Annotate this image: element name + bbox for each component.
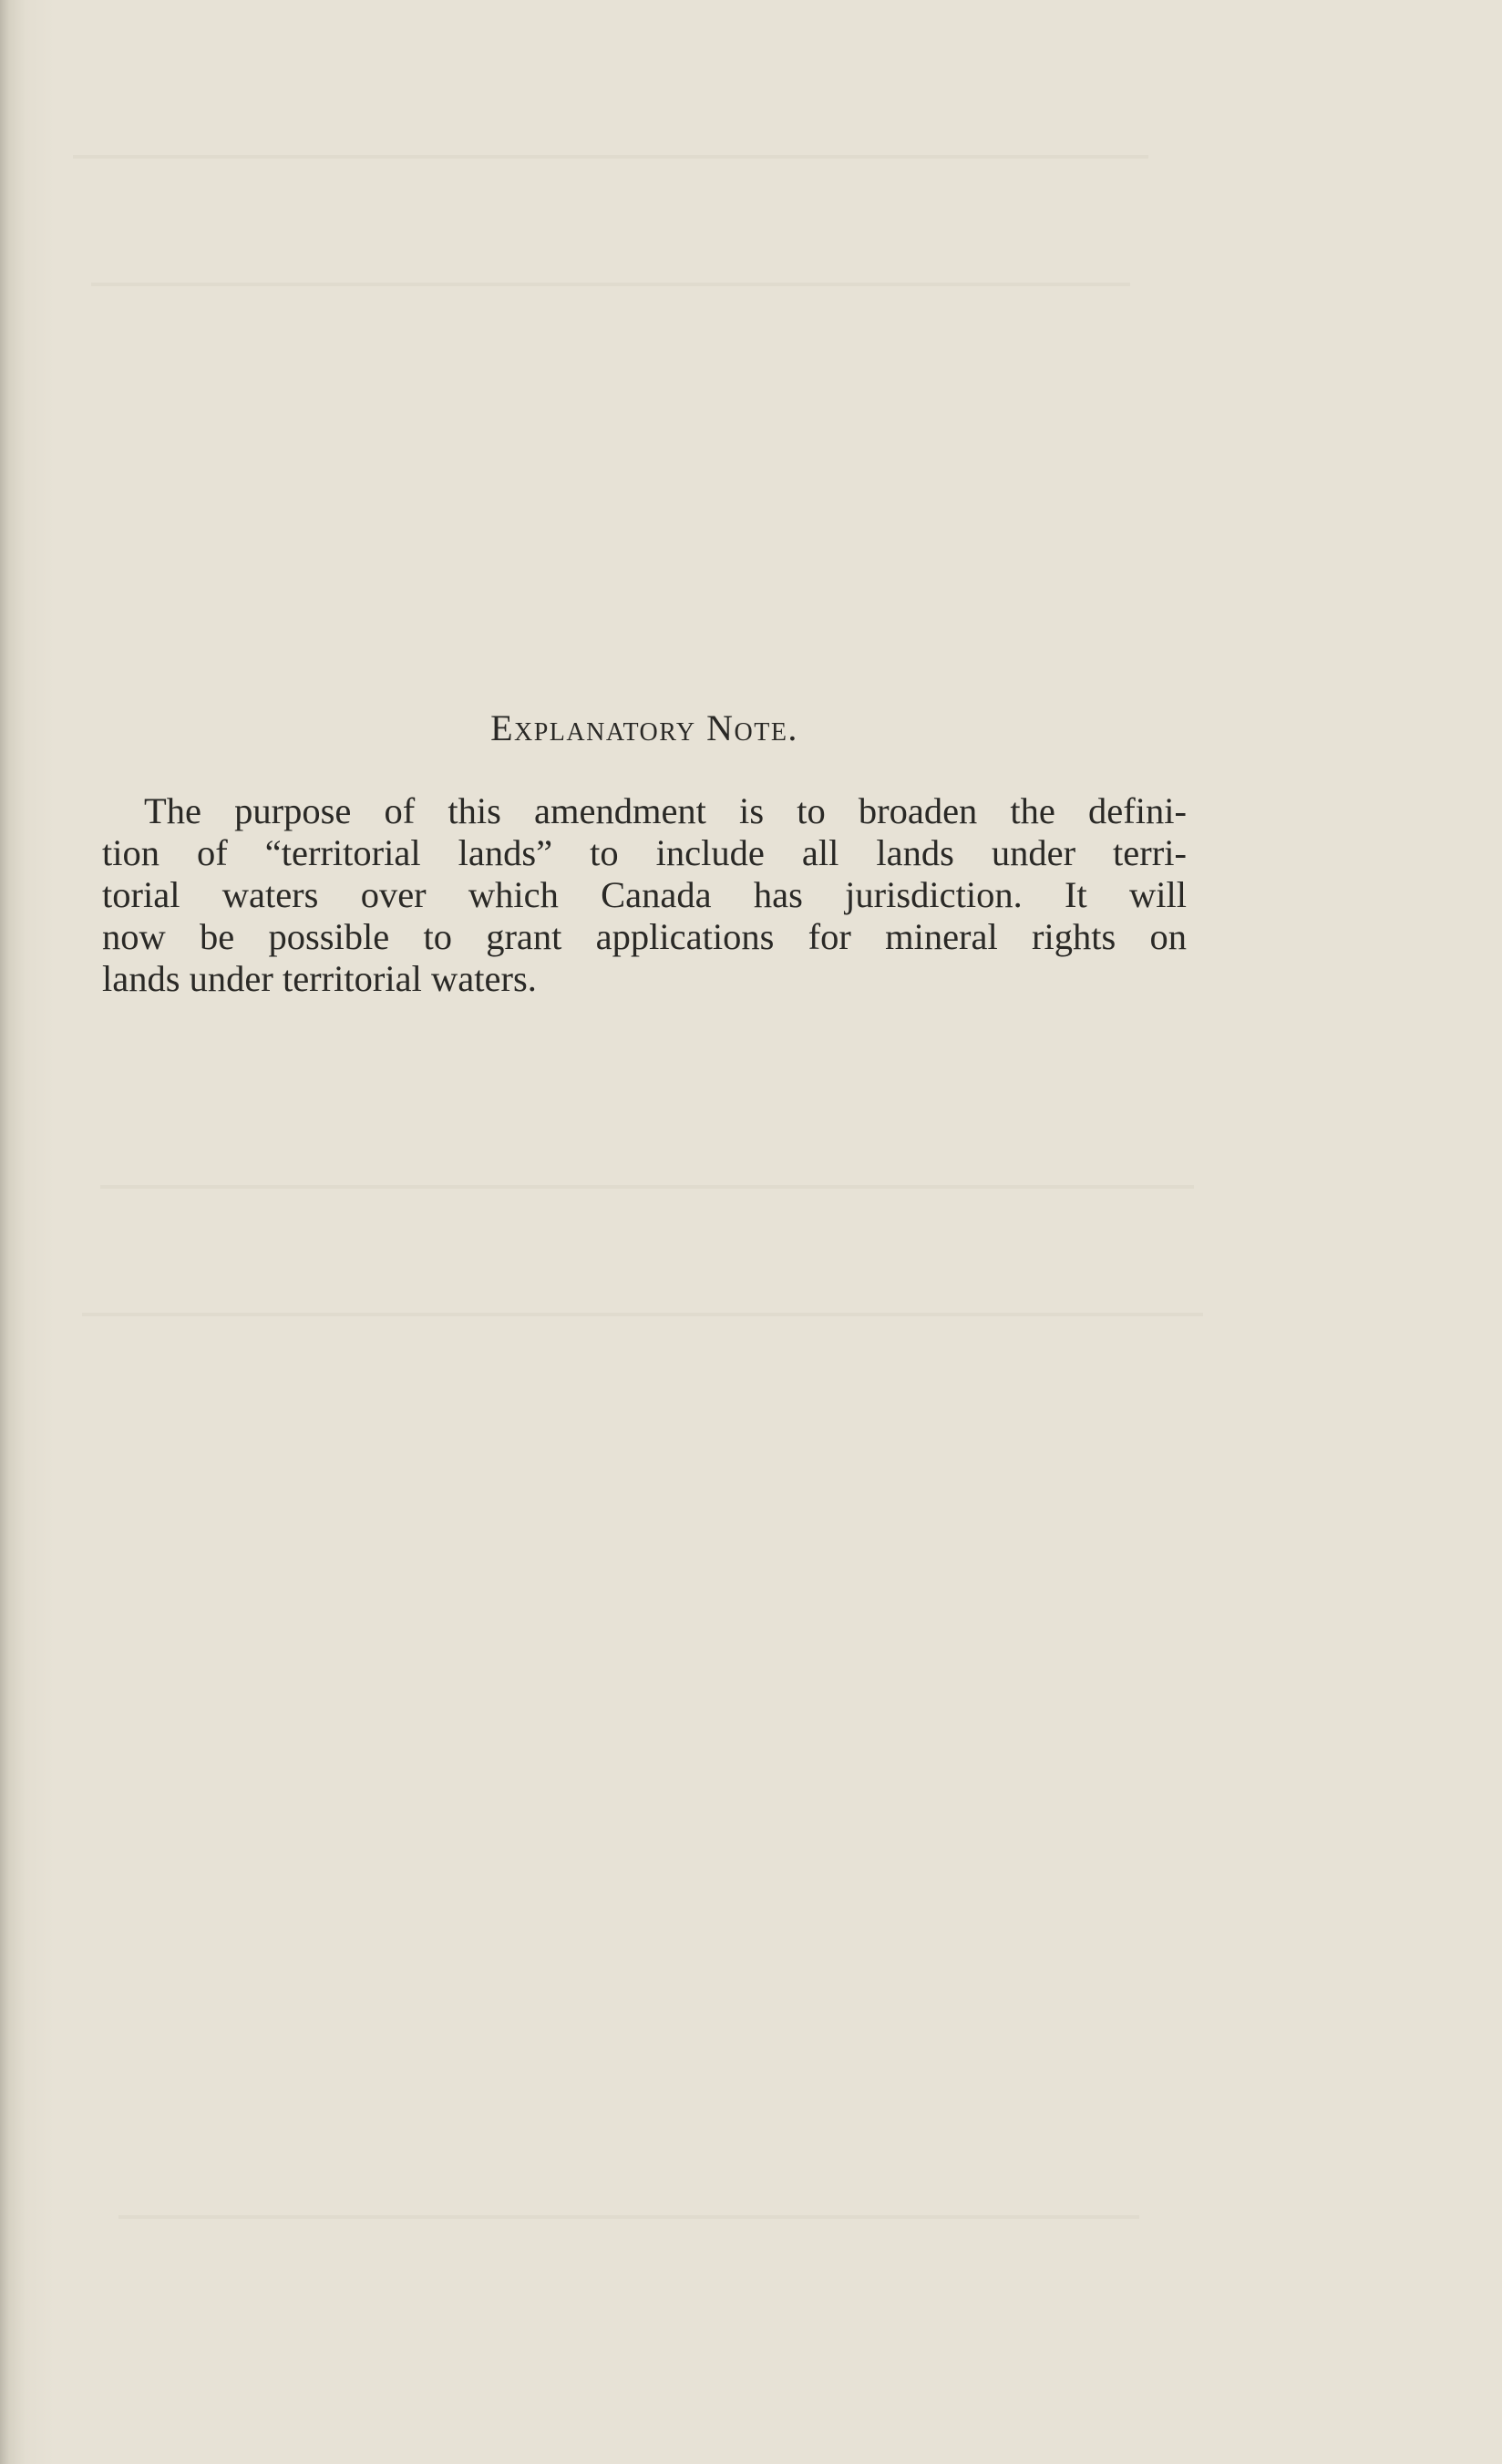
note-title: Explanatory Note. [490, 707, 798, 748]
note-line: now be possible to grant applications for mineral rights on [102, 916, 1187, 957]
explanatory-note [102, 706, 1187, 1000]
bleed-through-shadow [73, 155, 1167, 2343]
note-body [102, 790, 1187, 1000]
note-line: tion of “territorial lands” to include all lands under terri- [102, 832, 1187, 873]
note-line: lands under territorial waters. [102, 958, 537, 999]
note-line: The purpose of this amendment is to broaden the defini- [144, 790, 1187, 831]
note-line: torial waters over which Canada has jurisdiction. It will [102, 874, 1187, 915]
